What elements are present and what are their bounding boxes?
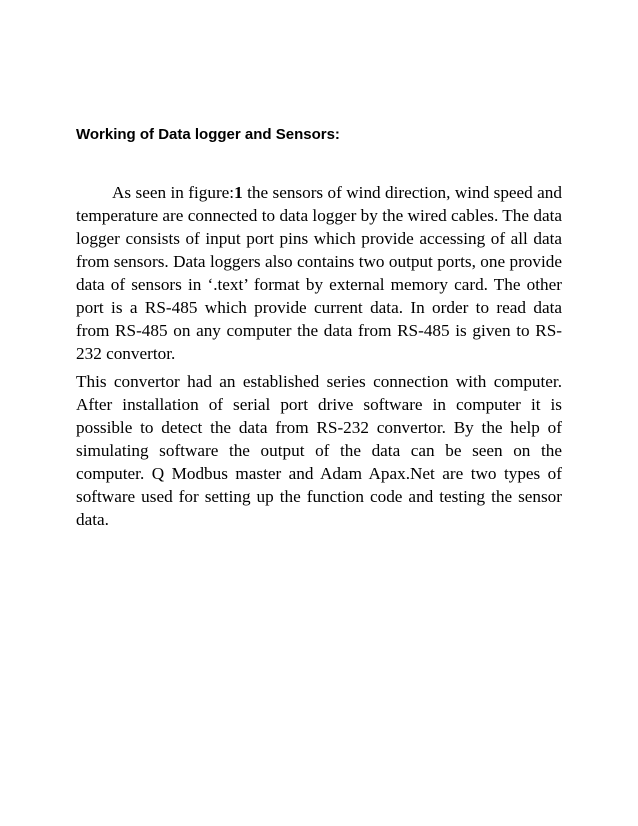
paragraph-1-body: the sensors of wind direction, wind speed and temperature are connected to data logger by the wired cables. The data logger consists of input port pins which provide accessing of all data from sensors. Data loggers also contains two output ports, one provide data of sensors in ‘.text’ format by external memory card. The other port is a RS-485 which provide current data. In order to read data from RS-485 on any computer the data from RS-485 is given to RS-232 convertor. — [76, 183, 562, 363]
paragraph-1-lead: As seen in figure: — [112, 183, 235, 202]
figure-reference: 1 — [234, 183, 243, 202]
section-heading: Working of Data logger and Sensors: — [76, 126, 340, 143]
paragraph-1 — [76, 181, 562, 365]
paragraph-2: This convertor had an established series connection with computer. After installation of serial port drive software in computer it is possible to detect the data from RS-232 convertor. By the help of simulating software the output of the data can be seen on the computer. Q Modbus master and Adam Apax.Net are two types of software used for setting up the function code and testing the sensor data. — [76, 372, 562, 529]
